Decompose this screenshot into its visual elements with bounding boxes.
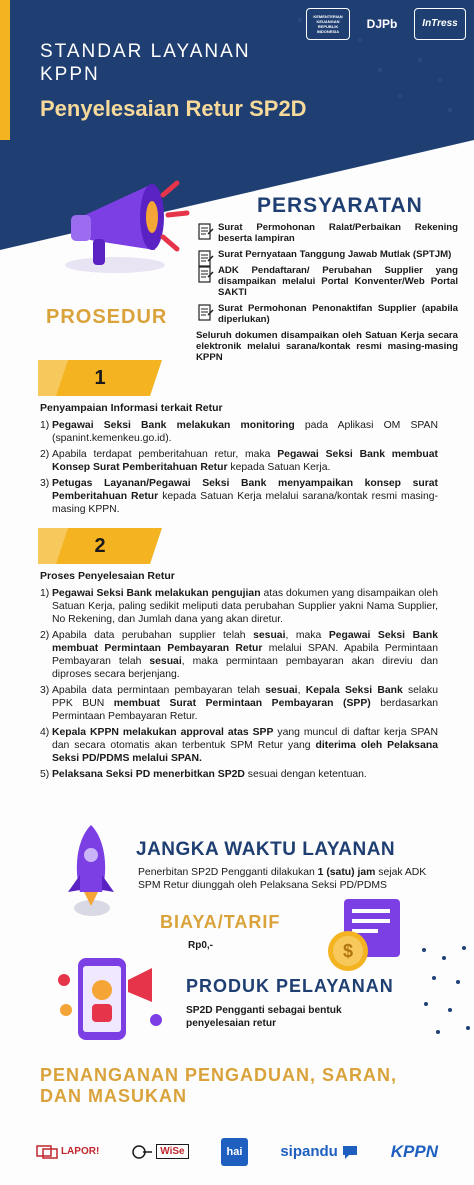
list-item-text: [52, 420, 438, 444]
list-item-bold-text: Petugas Layanan/Pegawai Seksi Bank menyampaikan konsep surat Pemberitahuan Retur: [52, 478, 438, 502]
kppn-logo-text: KPPN: [390, 1141, 439, 1161]
list-item: [40, 684, 438, 723]
kemenkeu-logo: [306, 8, 350, 40]
aduan-title: PENANGANAN PENGADUAN, SARAN, DAN MASUKAN: [40, 1065, 398, 1106]
header-banner: [0, 0, 474, 140]
document-icon: [198, 304, 214, 322]
list-item-bold-text: membuat Surat Permintaan Pembayaran (SPP): [113, 698, 371, 709]
dots-pattern: [414, 940, 474, 1040]
chat-icon: [341, 1144, 359, 1160]
step-1-number: 1: [94, 366, 106, 389]
biaya-title: BIAYA/TARIF: [160, 912, 281, 932]
kppn-logo[interactable]: [391, 1142, 438, 1162]
list-item-number: 1): [40, 420, 50, 431]
list-item-text: [52, 588, 438, 625]
lapor-logo[interactable]: [36, 1145, 99, 1159]
list-item-bold-text: sesuai: [149, 656, 182, 667]
header-title: [40, 40, 251, 86]
step-1-heading: Penyampaian Informasi terkait Retur: [40, 402, 223, 414]
document-icon: [198, 266, 214, 284]
list-item-plain-text: ,: [297, 685, 306, 696]
list-item-text: [52, 685, 438, 722]
header-title-line2: KPPN: [40, 64, 100, 85]
list-item-number: 1): [40, 588, 50, 599]
sipandu-logo[interactable]: [280, 1143, 359, 1160]
list-item: [196, 249, 458, 260]
hai-logo[interactable]: [221, 1138, 249, 1166]
phone-icon: [52, 950, 172, 1045]
wise-logo[interactable]: [131, 1144, 188, 1159]
lapor-icon: [36, 1145, 58, 1159]
intress-logo-text: InTress: [422, 18, 458, 29]
djpb-logo: [360, 8, 404, 40]
step-1-banner: [38, 360, 162, 396]
document-icon: [198, 223, 214, 241]
hai-logo-text: hai: [221, 1138, 249, 1166]
jangka-text-post: sejak ADK SPM Retur diunggah oleh Pelaksana Seksi PD/PDMS: [138, 867, 427, 891]
persyaratan-item-text: Surat Permohonan Ralat/Perbaikan Rekening beserta lampiran: [218, 222, 458, 244]
lapor-logo-text: LAPOR!: [60, 1146, 100, 1157]
list-item: [196, 265, 458, 298]
list-item-bold-text: sesuai: [265, 685, 298, 696]
list-item-plain-text: kepada Satuan Kerja melalui sarana/kontak resmi masing-masing KPPN.: [52, 491, 438, 515]
persyaratan-item-text: Surat Permohonan Penonaktifan Supplier (apabila diperlukan): [218, 303, 458, 325]
list-item: [196, 303, 458, 325]
list-item-bold-text: Pelaksana Seksi PD menerbitkan SP2D: [52, 769, 245, 780]
list-item-plain-text: , maka permintaan pembayaran akan direviu dan diproses secara berjenjang.: [52, 656, 438, 680]
biaya-value: Rp0,-: [188, 940, 213, 951]
list-item-bold-text: Kepala KPPN melakukan approval atas SPP: [52, 727, 274, 738]
persyaratan-item-text: Surat Pernyataan Tanggung Jawab Mutlak (SPTJM): [218, 249, 452, 260]
produk-title: PRODUK PELAYANAN: [186, 976, 394, 996]
list-item-bold-text: Pegawai Seksi Bank membuat Konsep Surat Pemberitahuan Retur: [52, 449, 438, 473]
list-item: [40, 419, 438, 445]
list-item-plain-text: Apabila data permintaan pembayaran telah: [52, 685, 266, 696]
jangka-text-pre: Penerbitan SP2D Pengganti dilakukan: [138, 867, 318, 878]
header-main-title: Penyelesaian Retur SP2D: [40, 96, 307, 121]
step-2-heading: Proses Penyelesaian Retur: [40, 570, 175, 582]
svg-text:$: $: [342, 941, 354, 961]
megaphone-icon: [55, 165, 195, 280]
list-item: [40, 726, 438, 765]
list-item: [40, 629, 438, 681]
sipandu-logo-text: sipandu: [280, 1143, 338, 1160]
header-title-line1: STANDAR LAYANAN: [40, 41, 251, 62]
list-item-bold-text: Pegawai Seksi Bank melakukan monitoring: [52, 420, 295, 431]
list-item-number: 4): [40, 727, 50, 738]
step-2-number: 2: [94, 534, 106, 557]
intress-logo: [414, 8, 466, 40]
list-item-plain-text: berdasarkan Permintaan Pembayaran Retur.: [52, 698, 438, 722]
list-item-bold-text: Kepala Seksi Bank: [305, 685, 403, 696]
jangka-title: JANGKA WAKTU LAYANAN: [136, 839, 396, 860]
list-item: [40, 768, 438, 781]
persyaratan-note: Seluruh dokumen disampaikan oleh Satuan Kerja secara elektronik melalui sarana/kontak resmi masing-masing KPPN: [196, 330, 458, 363]
step-1-list: [40, 419, 438, 519]
list-item: [196, 222, 458, 244]
list-item-bold-text: sesuai: [253, 630, 286, 641]
list-item-text: [52, 630, 438, 680]
rocket-icon: [56, 820, 126, 920]
kemenkeu-logo-text: KEMENTERIAN KEUANGAN REPUBLIK INDONESIA: [313, 14, 343, 34]
jangka-text-bold: 1 (satu) jam: [317, 867, 376, 878]
list-item-bold-text: Pegawai Seksi Bank membuat Permintaan Pembayaran Retur: [52, 630, 438, 654]
list-item-bold-text: diterima oleh Pelaksana Seksi PD/PDMS melalui SPAN.: [52, 740, 438, 764]
prosedur-title: PROSEDUR: [46, 306, 168, 328]
wise-icon: [131, 1145, 153, 1159]
list-item-number: 2): [40, 630, 50, 641]
list-item-plain-text: Apabila data perubahan supplier telah: [52, 630, 254, 641]
list-item-plain-text: yang muncul di daftar kerja SPAN dan secara otomatis akan terbentuk SPM Retur yang: [52, 727, 438, 751]
list-item-bold-text: Pegawai Seksi Bank melakukan pengujian: [52, 588, 261, 599]
step-2-banner: [38, 528, 162, 564]
step-2-list: [40, 587, 438, 784]
list-item-plain-text: Apabila terdapat pemberitahuan retur, maka: [52, 449, 278, 460]
bill-coin-icon: [322, 895, 412, 975]
list-item-plain-text: melalui SPAN. Apabila Permintaan Pembayaran telah: [52, 643, 438, 667]
list-item-number: 3): [40, 685, 50, 696]
persyaratan-item-text: ADK Pendaftaran/ Perubahan Supplier yang disampaikan melalui Portal Konventer/Web Portal SAKTI: [218, 265, 458, 298]
produk-text: SP2D Pengganti sebagai bentuk penyelesaian retur: [186, 1005, 342, 1029]
list-item-text: [52, 769, 367, 780]
wise-logo-text: WiSe: [156, 1144, 188, 1159]
persyaratan-title: PERSYARATAN: [257, 194, 423, 217]
list-item-plain-text: pada Aplikasi OM SPAN (spanint.kemenkeu.go.id).: [52, 420, 438, 444]
list-item-plain-text: , maka: [285, 630, 329, 641]
jangka-text: [138, 866, 440, 892]
list-item-text: [52, 478, 438, 515]
list-item: [40, 448, 438, 474]
persyaratan-list: [196, 222, 458, 363]
list-item-text: [52, 449, 438, 473]
list-item-number: 2): [40, 449, 50, 460]
list-item: [40, 587, 438, 626]
list-item: [40, 477, 438, 516]
list-item-plain-text: sesuai dengan ketentuan.: [244, 769, 367, 780]
footer-logos: [0, 1118, 474, 1185]
list-item-number: 3): [40, 478, 50, 489]
djpb-logo-text: DJPb: [366, 17, 398, 31]
list-item-plain-text: kepada Satuan Kerja.: [227, 462, 331, 473]
list-item-number: 5): [40, 769, 50, 780]
header-logos: [306, 8, 466, 40]
list-item-plain-text: atas dokumen yang disampaikan oleh Satuan Kerja, paling sedikit meliputi data perubahan Supplier yakni Nama Supplier, No Rekening, dan Jumlah dana yang akan diretur.: [52, 588, 438, 625]
list-item-text: [52, 727, 438, 764]
list-item-plain-text: selaku PPK BUN: [52, 685, 438, 709]
